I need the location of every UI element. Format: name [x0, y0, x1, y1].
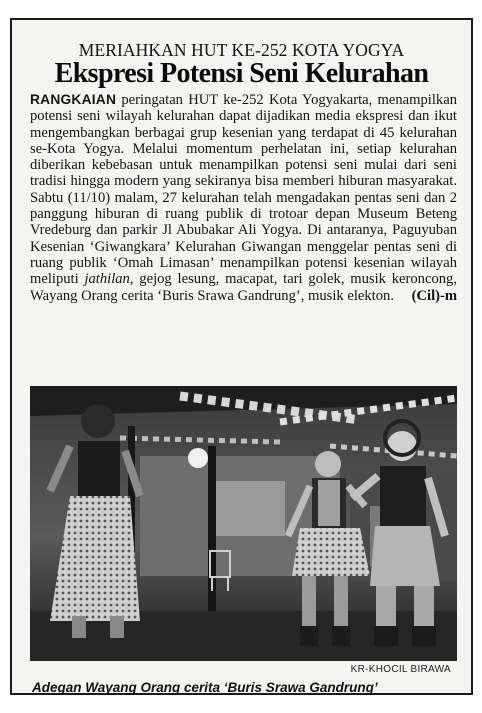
- body-text-part-2: , gejog lesung, macapat, tari golek, musik keroncong, Wayang Orang cerita ‘Buris Srawa Gandrung’, musik elekton.: [30, 271, 457, 304]
- article-photo: [30, 386, 457, 661]
- photo-credit: KR-KHOCIL BIRAWA: [350, 664, 451, 675]
- newspaper-clipping: [10, 18, 473, 695]
- body-italic-term: jathilan: [84, 271, 130, 288]
- lead-word: RANGKAIAN: [30, 92, 117, 107]
- article-body: [30, 92, 457, 304]
- article-kicker: MERIAHKAN HUT KE-252 KOTA YOGYA: [78, 40, 405, 60]
- author-signature: (Cil)-m: [411, 287, 457, 304]
- body-text-part-1: peringatan HUT ke-252 Kota Yogyakarta, menampilkan potensi seni wilayah kelurahan dapat dijadikan media ekspresi dan ikut mengembangkan berbagai grup kesenian yang terdapat di 45 kelurahan se-Kota Yogya. Melalui momentum perhelatan ini, setiap kelurahan diberikan kebebasan untuk menampilkan potensi seni mulai dari seni tradisi hingga modern yang sekiranya bisa memberi hiburan masyarakat. Sabtu (11/10) malam, 27 kelurahan telah mengadakan pentas seni dan 2 panggung hiburan di ruang publik di trotoar depan Museum Beteng Vredeburg dan parkir Jl Abubakar Ali Yogya. Di antaranya, Paguyuban Kesenian ‘Giwangkara’ Kelurahan Giwangan menggelar pentas seni di ruang publik ‘Omah Limasan’ menampilkan potensi kesenian wilayah meliputi: [30, 92, 457, 288]
- wayang-performance-photo: [30, 386, 457, 661]
- article-headline: Ekspresi Potensi Seni Kelurahan: [54, 58, 429, 89]
- photo-caption: Adegan Wayang Orang cerita ‘Buris Srawa Gandrung’: [32, 680, 378, 695]
